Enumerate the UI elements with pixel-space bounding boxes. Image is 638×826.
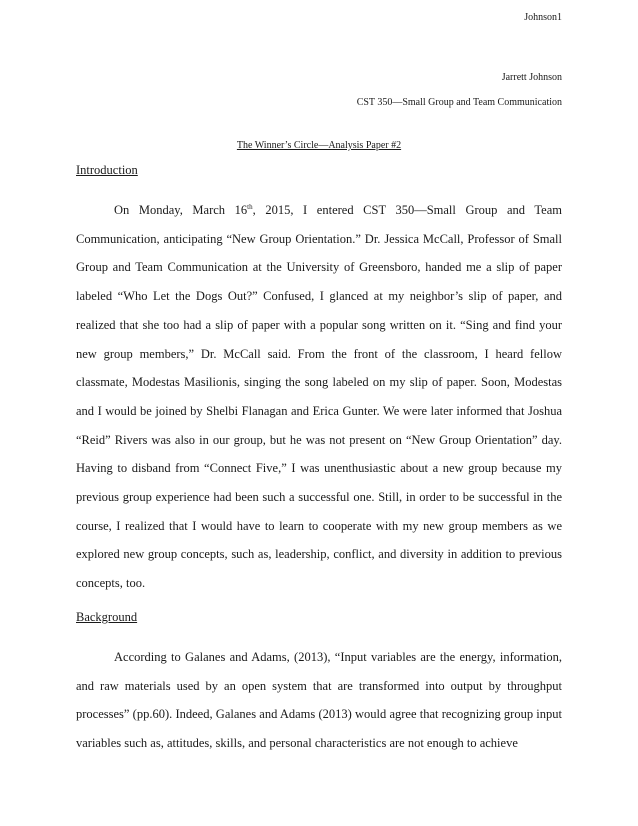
- paper-title: The Winner’s Circle—Analysis Paper #2: [236, 140, 402, 151]
- intro-text-start: On Monday, March 16: [114, 203, 248, 217]
- background-paragraph: According to Galanes and Adams, (2013), “Input variables are the energy, information, and raw materials used by an open system that are transformed into output by throughput processes” (pp.60). Indeed, Galanes and Adams (2013) would agree that recognizing group input variables such as, attitudes, skills, and personal characteristics are not enough to achieve: [76, 650, 562, 751]
- course-name: CST 350—Small Group and Team Communication: [356, 97, 562, 108]
- author-name: Jarrett Johnson: [501, 72, 562, 83]
- introduction-paragraph: [76, 196, 562, 598]
- section-heading-introduction: Introduction: [76, 163, 138, 177]
- section-heading-background: Background: [76, 610, 138, 624]
- intro-text-rest: , 2015, I entered CST 350—Small Group and Team Communication, anticipating “New Group Orientation.” Dr. Jessica McCall, Professor of Small Group and Team Communication at the University of Greensboro, handed me a slip of paper labeled “Who Let the Dogs Out?” Confused, I glanced at my neighbor’s slip of paper, and realized that she too had a slip of paper with a popular song written on it. “Sing and find your new group members,” Dr. McCall said. From the front of the classroom, I heard fellow classmate, Modestas Masilionis, singing the song labeled on my slip of paper. Soon, Modestas and I would be joined by Shelbi Flanagan and Erica Gunter. We were later informed that Joshua “Reid” Rivers was also in our group, but he was not present on “New Group Orientation” day. Having to disband from “Connect Five,” I was unenthusiastic about a new group because my previous group experience had been such a successful one. Still, in order to be successful in the course, I realized that I would have to learn to cooperate with my new group members as we explored new group concepts, such as, leadership, conflict, and diversity in addition to previous concepts, too.: [76, 203, 562, 591]
- running-head: Johnson1: [524, 12, 562, 23]
- ordinal-suffix: th: [247, 202, 253, 211]
